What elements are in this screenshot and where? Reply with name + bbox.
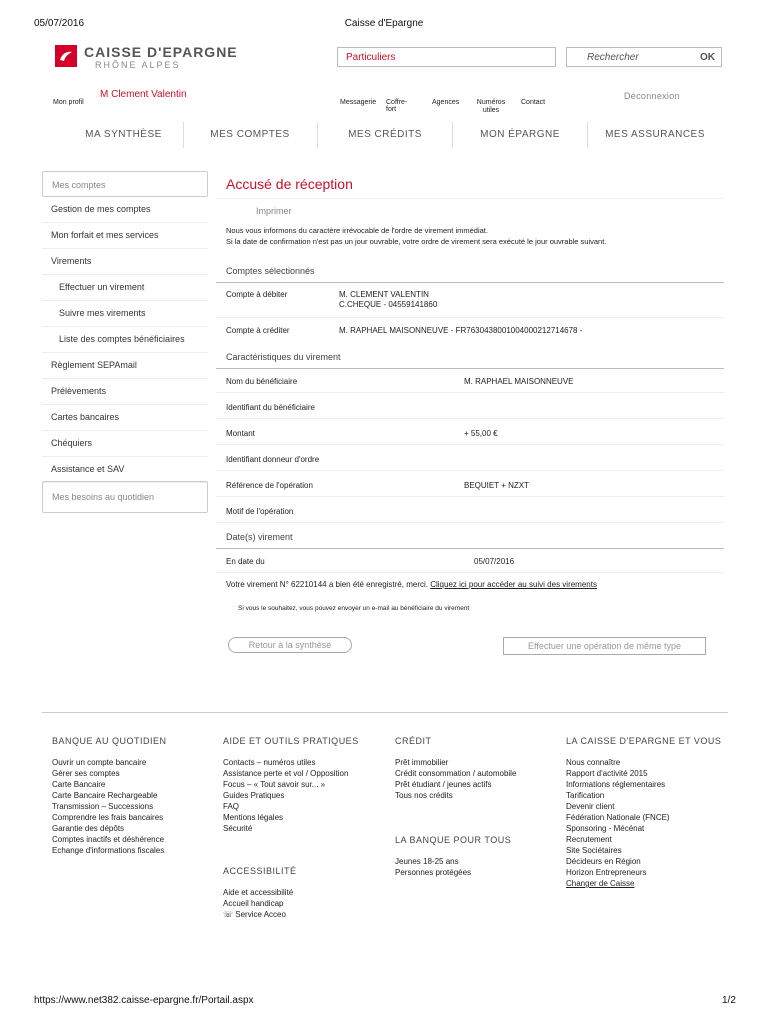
sidebar-item-prelevements[interactable]: Prélèvements <box>42 379 208 405</box>
footer-link[interactable]: Focus – « Tout savoir sur... » <box>223 780 326 789</box>
print-link[interactable]: Imprimer <box>256 206 292 216</box>
user-name: M Clement Valentin <box>100 89 187 100</box>
footer-col-banque <box>52 736 167 856</box>
title-divider <box>216 198 724 199</box>
footer-divider <box>42 712 728 713</box>
deconnexion-link[interactable]: Déconnexion <box>624 91 680 101</box>
page-title: Accusé de réception <box>226 176 353 192</box>
footer-link[interactable]: Aide et accessibilité <box>223 888 294 897</box>
footer-heading: LA CAISSE D'EPARGNE ET VOUS <box>566 736 722 746</box>
footer-link[interactable]: Prêt étudiant / jeunes actifs <box>395 780 492 789</box>
sidebar-item-effectuer-virement[interactable]: Effectuer un virement <box>42 275 208 301</box>
intro-text <box>226 225 606 247</box>
footer-link[interactable]: Sécurité <box>223 824 253 833</box>
same-operation-button[interactable]: Effectuer une opération de même type <box>503 637 706 655</box>
numeros-utiles-link[interactable]: Numéros utiles <box>476 99 506 114</box>
footer-link[interactable]: Prêt immobilier <box>395 758 449 767</box>
footer-link[interactable]: Personnes protégées <box>395 868 472 877</box>
nav-ma-synthese[interactable]: MA SYNTHÈSE <box>85 128 162 140</box>
row-divider <box>216 392 724 393</box>
sidebar-list <box>42 197 208 483</box>
particuliers-select[interactable]: Particuliers <box>337 47 556 67</box>
footer-link[interactable]: Guides Pratiques <box>223 791 285 800</box>
intro-line-1: Nous vous informons du caractère irrévocable de l'ordre de virement immédiat. <box>226 226 488 235</box>
row-divider <box>216 522 724 523</box>
field-label: Motif de l'opération <box>226 507 294 516</box>
footer-link[interactable]: Crédit consommation / automobile <box>395 769 517 778</box>
search-input[interactable]: Rechercher <box>587 52 639 63</box>
field-value: M. RAPHAEL MAISONNEUVE <box>464 377 574 386</box>
sidebar-item-suivre-virements[interactable]: Suivre mes virements <box>42 301 208 327</box>
footer-heading: CRÉDIT <box>395 736 432 746</box>
footer-link[interactable]: Ouvrir un compte bancaire <box>52 758 147 767</box>
coffre-fort-link[interactable]: Coffre-fort <box>386 99 408 113</box>
nav-mes-assurances[interactable]: MES ASSURANCES <box>605 128 705 140</box>
footer-link[interactable]: Contacts – numéros utiles <box>223 758 316 767</box>
logo-text: CAISSE D'EPARGNE <box>84 44 238 60</box>
footer-link[interactable]: FAQ <box>223 802 240 811</box>
footer-link[interactable]: Changer de Caisse <box>566 879 635 888</box>
footer-link[interactable]: Fédération Nationale (FNCE) <box>566 813 670 822</box>
confirm-line <box>226 580 597 589</box>
dates-title: Date(s) virement <box>226 532 293 542</box>
sidebar-item-assistance[interactable]: Assistance et SAV <box>42 457 208 483</box>
debit-account: C.CHEQUE - 04559141860 <box>339 300 438 309</box>
sidebar-item-cartes[interactable]: Cartes bancaires <box>42 405 208 431</box>
main-nav <box>50 120 720 148</box>
logo-region: RHÔNE ALPES <box>95 60 181 70</box>
footer-link[interactable]: Comprendre les frais bancaires <box>52 813 164 822</box>
acceo-link[interactable]: Service Acceo <box>235 910 286 919</box>
dates-divider <box>216 548 724 549</box>
footer-col-aide <box>223 736 359 920</box>
footer-link[interactable]: Gérer ses comptes <box>52 769 120 778</box>
footer-link <box>223 909 359 920</box>
sidebar-item-sepamail[interactable]: Règlement SEPAmail <box>42 353 208 379</box>
footer-link[interactable]: Sponsoring - Mécénat <box>566 824 645 833</box>
besoins-box <box>42 481 208 513</box>
main-content <box>216 170 724 670</box>
sidebar-item-chequiers[interactable]: Chéquiers <box>42 431 208 457</box>
footer-link[interactable]: Garantie des dépôts <box>52 824 125 833</box>
accounts-divider <box>216 282 724 283</box>
sidebar-header[interactable]: Mes comptes <box>52 180 106 190</box>
footer-col-credit <box>395 736 516 878</box>
field-label: Nom du bénéficiaire <box>226 377 298 386</box>
row-divider <box>216 572 724 573</box>
row-divider <box>216 317 724 318</box>
sidebar-item-forfait[interactable]: Mon forfait et mes services <box>42 223 208 249</box>
messagerie-link[interactable]: Messagerie <box>340 99 377 106</box>
sidebar-item-liste-beneficiaires[interactable]: Liste des comptes bénéficiaires <box>42 327 208 353</box>
sidebar-header-box <box>42 171 208 197</box>
mon-profil-link[interactable]: Mon profil <box>53 99 84 106</box>
row-divider <box>216 444 724 445</box>
footer-link[interactable]: Horizon Entrepreneurs <box>566 868 647 877</box>
footer-link[interactable]: Carte Bancaire <box>52 780 106 789</box>
retour-synthese-button[interactable]: Retour à la synthèse <box>228 637 352 653</box>
footer-link[interactable]: Comptes inactifs et déshérence <box>52 835 165 844</box>
footer-link[interactable]: Jeunes 18-25 ans <box>395 857 459 866</box>
nav-mes-comptes[interactable]: MES COMPTES <box>210 128 290 140</box>
caisse-epargne-logo-icon[interactable] <box>55 45 77 67</box>
sidebar-item-gestion[interactable]: Gestion de mes comptes <box>42 197 208 223</box>
row-divider <box>216 470 724 471</box>
search-ok-button[interactable]: OK <box>700 52 715 63</box>
acceo-icon: ☏ <box>223 910 234 919</box>
footer-heading: BANQUE AU QUOTIDIEN <box>52 736 167 746</box>
details-title: Caractéristiques du virement <box>226 352 341 362</box>
footer-link[interactable]: Décideurs en Région <box>566 857 641 866</box>
intro-line-2: Si la date de confirmation n'est pas un jour ouvrable, votre ordre de virement sera exécuté le jour ouvrable suivant. <box>226 237 607 246</box>
print-date: 05/07/2016 <box>34 18 85 29</box>
footer-link[interactable]: Assistance perte et vol / Opposition <box>223 769 349 778</box>
footer-link[interactable]: Transmission – Successions <box>52 802 154 811</box>
footer-link[interactable]: Devenir client <box>566 802 615 811</box>
field-label: Montant <box>226 429 255 438</box>
footer-link[interactable]: Informations réglementaires <box>566 780 666 789</box>
row-divider <box>216 418 724 419</box>
search-box <box>566 47 722 67</box>
footer-link[interactable]: Site Sociétaires <box>566 846 622 855</box>
debit-name: M. CLEMENT VALENTIN <box>339 290 429 299</box>
credit-label: Compte à créditer <box>226 326 290 335</box>
date-label: En date du <box>226 557 265 566</box>
footer-col-caisse <box>566 736 721 889</box>
accounts-title: Comptes sélectionnés <box>226 266 315 276</box>
sidebar-item-virements[interactable]: Virements <box>42 249 208 275</box>
contact-link[interactable]: Contact <box>521 99 546 106</box>
details-divider <box>216 368 724 369</box>
footer-link[interactable]: Mentions légales <box>223 813 284 822</box>
email-note[interactable]: Si vous le souhaitez, vous pouvez envoyer un e-mail au bénéficiaire du virement <box>238 605 470 612</box>
field-value: BEQUIET + NZXT <box>464 481 529 490</box>
field-label: Identifiant du bénéficiaire <box>226 403 315 412</box>
agences-link[interactable]: Agences <box>432 99 460 106</box>
row-divider <box>216 496 724 497</box>
footer-link[interactable]: Recrutement <box>566 835 612 844</box>
footer-link[interactable]: Carte Bancaire Rechargeable <box>52 791 158 800</box>
footer-heading: ACCESSIBILITÉ <box>223 866 297 876</box>
footer-link[interactable]: Echange d'informations fiscales <box>52 846 165 855</box>
footer-link[interactable]: Accueil handicap <box>223 899 284 908</box>
debit-label: Compte à débiter <box>226 290 288 299</box>
credit-value: M. RAPHAEL MAISONNEUVE - FR7630438001004000212714678 - <box>339 326 583 335</box>
nav-mes-credits[interactable]: MES CRÉDITS <box>348 128 422 140</box>
sidebar-besoins[interactable]: Mes besoins au quotidien <box>52 492 155 502</box>
footer-link[interactable]: Rapport d'activité 2015 <box>566 769 648 778</box>
footer-link[interactable]: Tous nos crédits <box>395 791 453 800</box>
field-value: + 55,00 € <box>464 429 498 438</box>
field-label: Référence de l'opération <box>226 481 313 490</box>
footer-heading: AIDE ET OUTILS PRATIQUES <box>223 736 359 746</box>
field-label: Identifiant donneur d'ordre <box>226 455 320 464</box>
confirm-text: Votre virement N° 62210144 a bien été enregistré, merci. <box>226 580 428 589</box>
nav-mon-epargne[interactable]: MON ÉPARGNE <box>480 128 560 140</box>
suivi-virements-link[interactable]: Cliquez ici pour accéder au suivi des virements <box>430 580 597 589</box>
print-title: Caisse d'Epargne <box>344 18 424 29</box>
date-value: 05/07/2016 <box>474 557 515 566</box>
print-url: https://www.net382.caisse-epargne.fr/Portail.aspx <box>34 995 254 1006</box>
print-page-number: 1/2 <box>722 995 736 1006</box>
footer-link[interactable]: Nous connaître <box>566 758 621 767</box>
footer-heading: LA BANQUE POUR TOUS <box>395 835 512 845</box>
footer-link[interactable]: Tarification <box>566 791 605 800</box>
